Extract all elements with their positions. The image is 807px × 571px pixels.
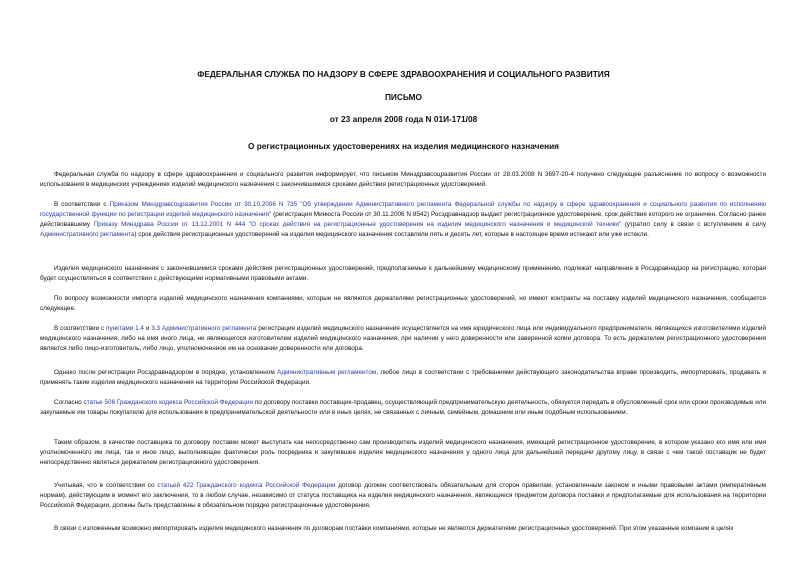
link-civil-code-422[interactable]: статьей 422 Гражданского кодекса Российской Федерации (157, 482, 336, 489)
paragraph-6-text-a: Однако после регистрации Росздравнадзором в порядке, установленном (54, 369, 278, 376)
paragraph-2 (40, 200, 766, 240)
paragraph-9 (40, 481, 766, 511)
link-order-444[interactable]: Приказу Минздрава России от 13.12.2001 N 444 "О сроках действия на регистрационные удостоверения на изделия медицинского назначения и медицинской техники" (93, 220, 622, 228)
link-clause-1-4[interactable]: пунктами 1.4 (106, 325, 144, 332)
document-subject: О регистрационных удостоверениях на изделия медицинского назначения (247, 141, 560, 151)
paragraph-9-text-a: Учитывая, что в соответствии со (54, 482, 158, 489)
paragraph-5-text-a: В соответствии с (54, 325, 107, 332)
paragraph-5-text-d: регистрация изделий медицинского назначения осуществляется на имя юридического лица или индивидуального предпринимателя, являющихся изготовителями изделий медицинского назначения, либо на имя иного лица, не являющегося изготовителем изделий медицинского назначения, при наличии у него доверенности или заверенной копии договора. То есть держателем регистрационного удостоверения является либо лицо-изготовитель, либо лицо, уполномоченное им на основании доверенности или договора. (40, 325, 766, 352)
link-admin-regulation-2[interactable]: Административного регламента (161, 325, 257, 332)
paragraph-4: По вопросу возможности импорта изделий медицинского назначения компаниями, которые не являются держателями регистрационных удостоверений, но имеют контракты на поставку изделий медицинского назначения, сообщается следующее. (40, 295, 766, 312)
paragraph-2-text-c: (утратил силу в связи с вступлением в силу (621, 220, 767, 228)
link-civil-code-506[interactable]: статье 506 Гражданского кодекса Российской Федерации (83, 399, 254, 406)
paragraph-8: Таким образом, в качестве поставщика по договору поставки может выступать как непосредственно сам производитель изделий медицинского назначения, имеющий регистрационное удостоверение, в котором указано его имя или имя уполномоченного им лица, так и иное лицо, выполняющее фактически роль посредника и закупившее изделия медицинского назначения у одного лица для дальнейшей передачи другому лицу, в связи с чем такой поставщик не будет непосредственно являться держателем регистрационного удостоверения. (40, 439, 766, 466)
paragraph-10: В связи с изложенным возможно импортировать изделия медицинского назначения по договорам поставки компаниями, которые не являются держателями регистрационных удостоверений. При этом указанные компании в целях (54, 525, 734, 532)
paragraph-5-text-b: и (143, 325, 152, 332)
document-type: ПИСЬМО (384, 92, 423, 102)
paragraph-2-text-d: ) срок действия регистрационных удостоверений на изделия медицинского назначения составляли пять и десять лет, которые в настоящее время истекают или уже истекли. (134, 230, 649, 238)
link-order-735[interactable]: Приказом Минздравсоцразвития России от 30.10.2006 N 735 "Об утверждении Административного регламента Федеральной службы по надзору в сфере здравоохранения и социального развития по исполнению государственной функции по регистрации изделий медицинского назначения" (40, 201, 766, 218)
paragraph-6 (40, 368, 766, 388)
paragraph-9-text-b: договор должен соответствовать обязательным для сторон правилам, установленным законом и иными правовыми актами (императивным нормам), действующим в момент его заключения, то в любом случае, независимо от статуса поставщика на изделия медицинского назначения, являющиеся предметом договора поставки и предполагаемые для использования на территории Российской Федерации, должны быть представлены в обязательном порядке регистрационные удостоверения. (40, 482, 766, 509)
paragraph-2-text-a: В соответствии с (54, 201, 110, 208)
paragraph-7-text-b: по договору поставки поставщик-продавец, осуществляющий предпринимательскую деятельность, обязуется передать в обусловленный срок или сроки производимые или закупаемые им товары покупателю для использования в предпринимательской деятельности или в иных целях, не связанных с личным, семейным, домашним или иным подобным использованием. (40, 399, 767, 416)
paragraph-3: Изделия медицинского назначения с закончившимися сроками действия регистрационных удостоверений, предполагаемые к дальнейшему медицинскому применению, подлежат направление в Росздравнадзор на регистрацию, которая будет осуществляться в соответствии с действующими нормативными правовыми актами. (40, 265, 766, 282)
link-admin-regulation[interactable]: Административного регламента (40, 230, 135, 238)
paragraph-6-text-b: , любое лицо в соответствии с требованиями действующего законодательства вправе производить, импортировать, продавать и применять такие изделия медицинского назначения на территории Российской Федерации. (40, 369, 766, 386)
paragraph-7 (40, 398, 766, 418)
link-admin-regulation-3[interactable]: Административным регламентом (277, 369, 377, 376)
paragraph-5 (40, 324, 766, 354)
paragraph-1: Федеральная служба по надзору в сфере здравоохранения и социального развития информирует, что письмом Минздравсоцразвития России от 28.03.2008 N 3697-20-4 получено следующее разъяснение по вопросу о возможности использования в медицинских учреждениях изделий медицинского назначения с закончившимися сроками действия регистрационных удостоверений. (40, 171, 766, 188)
paragraph-7-text-a: Согласно (54, 399, 84, 406)
link-clause-3-3[interactable]: 3.3 (151, 325, 161, 332)
agency-title: ФЕДЕРАЛЬНАЯ СЛУЖБА ПО НАДЗОРУ В СФЕРЕ ЗДРАВООХРАНЕНИЯ И СОЦИАЛЬНОГО РАЗВИТИЯ (197, 69, 610, 79)
paragraph-2-text-b: (регистрация Минюста России от 30.11.2006 N 8542) Росздравнадзор выдает регистрационное удостоверение, срок действия которого не ограничен. Согласно ранее действовавшему (40, 210, 766, 228)
document-date-number: от 23 апреля 2008 года N 01И-171/08 (329, 114, 478, 124)
